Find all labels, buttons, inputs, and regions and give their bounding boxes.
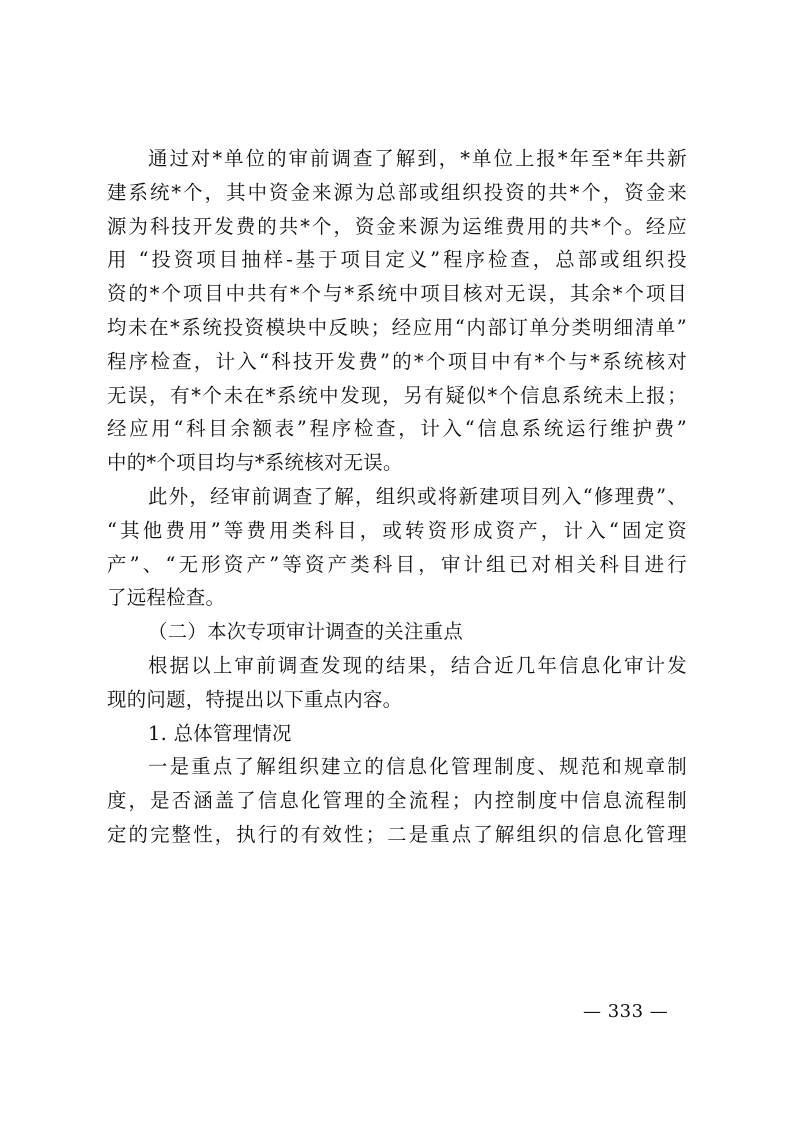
body-text [107,142,687,852]
subsection-heading [107,717,687,751]
text-line: 根据以上审前调查发现的结果，结合近几年信息化审计发 [148,653,687,677]
text-line: 源为科技开发费的共*个，资金来源为运维费用的共*个。经应 [107,214,687,238]
text-line: 程序检查，计入“科技开发费”的*个项目中有*个与*系统核对 [107,349,687,373]
paragraph-management [107,750,687,851]
text-line: 此外，经审前调查了解，组织或将新建项目列入“修理费”、 [148,484,687,508]
text-line: 产”、“无形资产”等资产类科目，审计组已对相关科目进行 [107,552,687,576]
heading-text: 1. 总体管理情况 [148,721,292,745]
text-line: 度，是否涵盖了信息化管理的全流程；内控制度中信息流程制 [107,789,687,813]
text-line: 通过对*单位的审前调查了解到，*单位上报*年至*年共新 [148,147,687,170]
text-line: “其他费用”等费用类科目，或转资形成资产，计入“固定资 [107,518,687,542]
text-line: 资的*个项目中共有*个与*系统中项目核对无误，其余*个项目 [107,282,687,306]
text-line: 建系统*个，其中资金来源为总部或组织投资的共*个，资金来 [107,180,687,204]
text-line: 无误，有*个未在*系统中发现，另有疑似*个信息系统未上报； [107,383,687,407]
text-line: 经应用“科目余额表”程序检查，计入“信息系统运行维护费” [107,417,687,441]
text-line: 中的*个项目均与*系统核对无误。 [107,451,403,475]
paragraph-other-accounts [107,480,687,615]
text-line: 一是重点了解组织建立的信息化管理制度、规范和规章制 [148,755,687,779]
text-line: 了远程检查。 [107,586,226,610]
text-line: 均未在*系统投资模块中反映；经应用“内部订单分类明细清单” [107,315,687,339]
section-heading [107,615,687,649]
heading-text: （二）本次专项审计调查的关注重点 [148,620,464,644]
text-line: 用 “投资项目抽样-基于项目定义”程序检查，总部或组织投 [107,248,687,272]
page-number: — 333 — [583,1001,669,1022]
text-line: 定的完整性，执行的有效性；二是重点了解组织的信息化管理 [107,822,687,846]
paragraph-key-points-intro [107,649,687,717]
text-line: 现的问题，特提出以下重点内容。 [107,687,403,711]
paragraph-audit-findings [107,142,687,480]
